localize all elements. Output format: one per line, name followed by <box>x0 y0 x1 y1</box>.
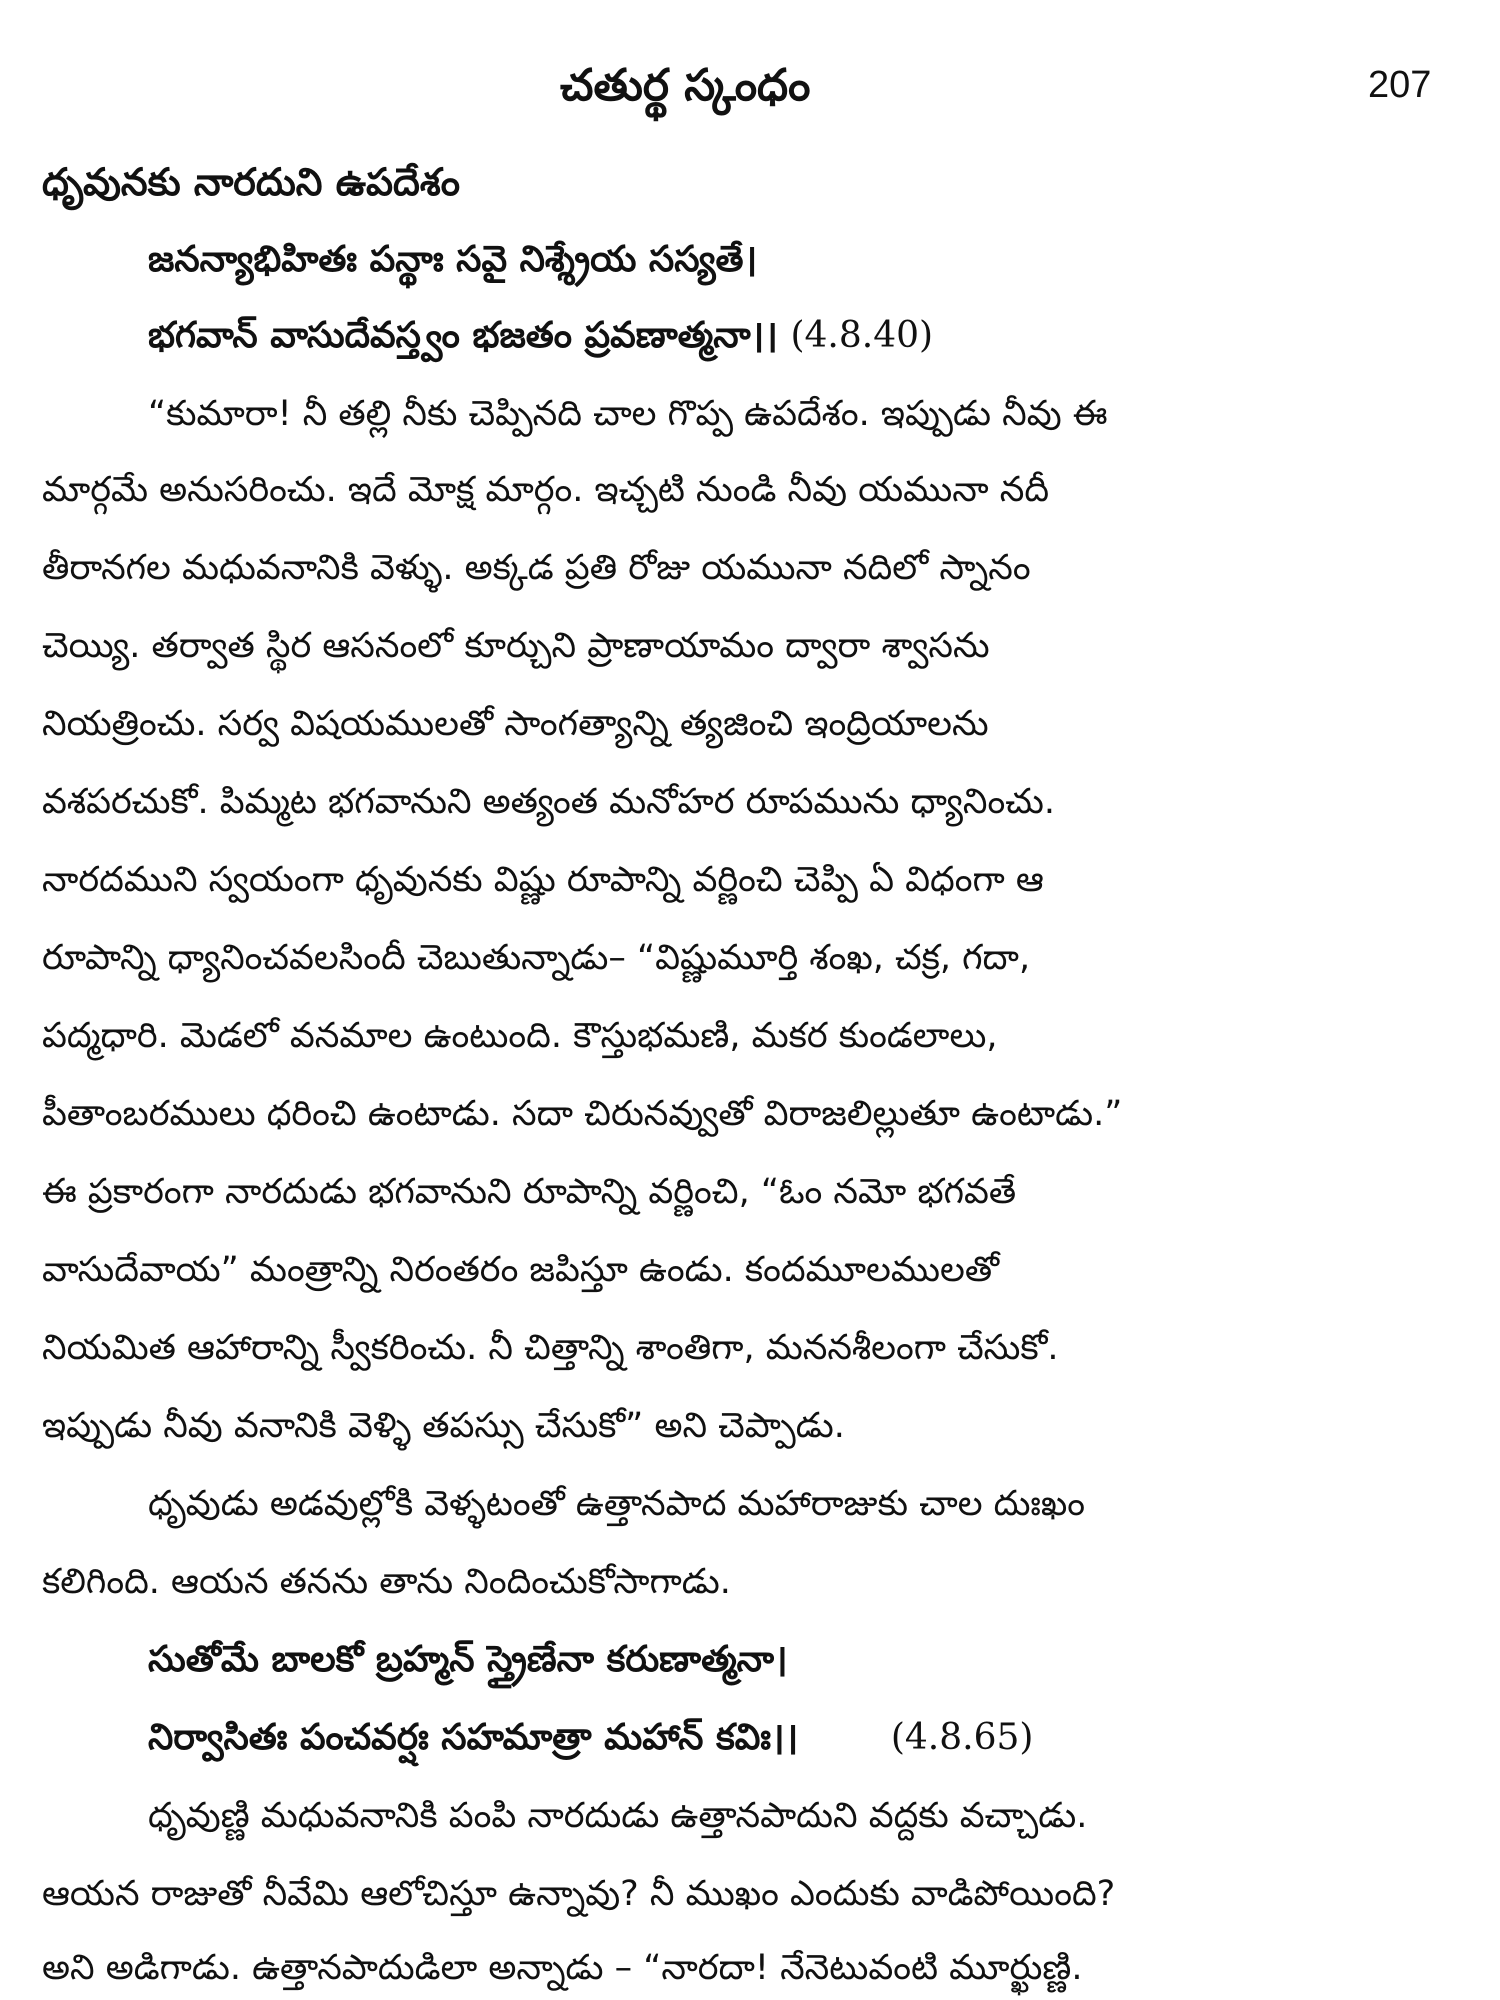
verse-2-line-1: సుతోమే బాలకో బ్రహ్మన్ స్త్రైణేనా కరుణాత్మనా। <box>148 1639 788 1680</box>
verse-1-reference: (4.8.40) <box>790 315 934 356</box>
paragraph-1-line: పీతాంబరములు ధరించి ఉంటాడు. సదా చిరునవ్వుతో విరాజలిల్లుతూ ఉంటాడు.” <box>42 1094 1123 1134</box>
paragraph-1-line: వశపరచుకో. పిమ్మట భగవానుని అత్యంత మనోహర రూపమును ధ్యానించు. <box>42 782 1056 822</box>
paragraph-1-line: వాసుదేవాయ” మంత్రాన్ని నిరంతరం జపిస్తూ ఉండు. కందమూలములతో <box>42 1250 999 1290</box>
verse-2-reference: (4.8.65) <box>890 1717 1034 1758</box>
paragraph-3-line: ఆయన రాజుతో నీవేమి ఆలోచిస్తూ ఉన్నావు? నీ ముఖం ఎందుకు వాడిపోయింది? <box>42 1874 1116 1914</box>
verse-1-line-2-text: భగవాన్ వాసుదేవస్త్వం భజతం ప్రవణాత్మనా।। <box>148 315 778 356</box>
paragraph-1-line: “కుమారా! నీ తల్లి నీకు చెప్పినది చాల గొప్ప ఉపదేశం. ఇప్పుడు నీవు ఈ <box>148 394 1108 434</box>
paragraph-1-line: మార్గమే అనుసరించు. ఇదే మోక్ష మార్గం. ఇచ్చటి నుండి నీవు యమునా నదీ <box>42 470 1050 510</box>
paragraph-2-line: కలిగింది. ఆయన తనను తాను నిందించుకోసాగాడు. <box>42 1562 731 1602</box>
paragraph-1-line: రూపాన్ని ధ్యానించవలసిందీ చెబుతున్నాడు– “విష్ణుమూర్తి శంఖ, చక్ర, గదా, <box>42 938 1031 978</box>
paragraph-1-line: తీరానగల మధువనానికి వెళ్ళు. అక్కడ ప్రతి రోజు యమునా నదిలో స్నానం <box>42 548 1031 588</box>
verse-2-line-2 <box>148 1716 1033 1760</box>
verse-2-line-2-text: నిర్వాసితః పంచవర్షః సహమాత్రా మహాన్ కవిః।। <box>148 1717 799 1758</box>
paragraph-1-line: నియమిత ఆహారాన్ని స్వీకరించు. నీ చిత్తాన్ని శాంతిగా, మననశీలంగా చేసుకో. <box>42 1328 1059 1368</box>
paragraph-1-line: ఈ ప్రకారంగా నారదుడు భగవానుని రూపాన్ని వర్ణించి, “ఓం నమో భగవతే <box>42 1172 1017 1212</box>
running-header <box>0 60 1500 140</box>
paragraph-1-line: నియత్రించు. సర్వ విషయములతో సాంగత్యాన్ని త్యజించి ఇంద్రియాలను <box>42 704 989 744</box>
paragraph-1-line: పద్మధారి. మెడలో వనమాల ఉంటుంది. కౌస్తుభమణి, మకర కుండలాలు, <box>42 1016 998 1056</box>
paragraph-1-line: చెయ్యి. తర్వాత స్థిర ఆసనంలో కూర్చుని ప్రాణాయామం ద్వారా శ్వాసను <box>42 626 990 666</box>
verse-1-line-2 <box>148 314 933 358</box>
paragraph-2-line: ధృవుడు అడవుల్లోకి వెళ్ళటంతో ఉత్తానపాద మహారాజుకు చాల దుఃఖం <box>148 1484 1086 1524</box>
section-heading: ధృవునకు నారదుని ఉపదేశం <box>42 160 461 204</box>
running-title: చతుర్థ స్కంధం <box>560 60 811 111</box>
verse-1-line-1: జనన్యాభిహితః పన్థాః సవై నిశ్శ్రేయ సస్యతే। <box>148 239 758 280</box>
paragraph-3-line: అని అడిగాడు. ఉత్తానపాదుడిలా అన్నాడు – “నారదా! నేనెటువంటి మూర్ఖుణ్ణి. <box>42 1948 1083 1988</box>
paragraph-1-line: నారదముని స్వయంగా ధృవునకు విష్ణు రూపాన్ని వర్ణించి చెప్పి ఏ విధంగా ఆ <box>42 860 1044 900</box>
page-number: 207 <box>1368 64 1432 106</box>
paragraph-1-line: ఇప్పుడు నీవు వనానికి వెళ్ళి తపస్సు చేసుకో” అని చెప్పాడు. <box>42 1406 845 1446</box>
paragraph-3-line: ధృవుణ్ణి మధువనానికి పంపి నారదుడు ఉత్తానపాదుని వద్దకు వచ్చాడు. <box>148 1796 1088 1836</box>
